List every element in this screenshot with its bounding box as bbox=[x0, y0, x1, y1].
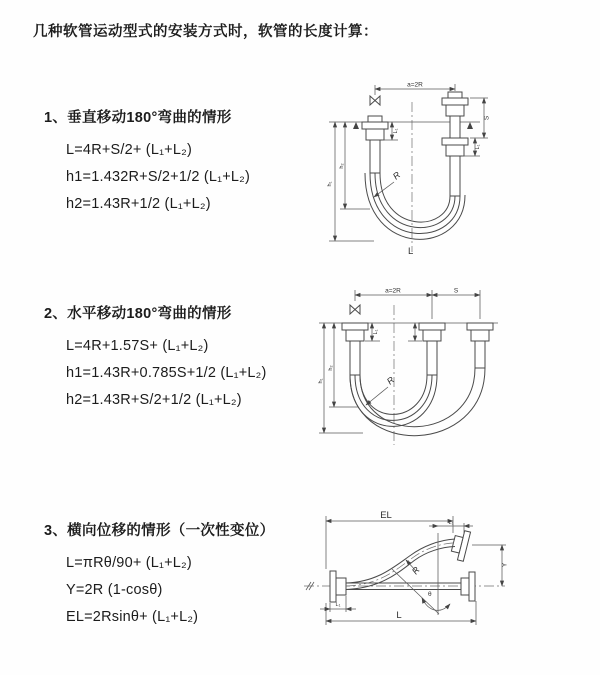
section-2-heading: 2、水平移动180°弯曲的情形 bbox=[44, 306, 232, 322]
section-1 bbox=[44, 106, 250, 218]
dim-l1-label: L₁ bbox=[373, 329, 379, 335]
dim-h2-label: h₂ bbox=[339, 163, 345, 169]
valve-icon bbox=[370, 96, 380, 105]
radius-label: R bbox=[384, 374, 397, 387]
dim-l-label: L bbox=[396, 610, 402, 621]
section-3 bbox=[44, 519, 274, 631]
section-3-formula-L: L=πRθ/90+ (L₁+L₂) bbox=[66, 555, 192, 571]
dim-a2r-label: a=2R bbox=[385, 287, 401, 295]
section-2 bbox=[44, 302, 267, 414]
flange-left bbox=[330, 571, 336, 602]
dim-a2r-label: a=2R bbox=[407, 81, 423, 89]
dim-l1-left-label: L₁ bbox=[393, 128, 399, 134]
hose-curve bbox=[380, 173, 450, 222]
diagram-vertical-180-bend bbox=[312, 76, 592, 256]
braided-hose-left bbox=[350, 341, 360, 375]
dim-l1-right-label: L₁ bbox=[475, 144, 481, 150]
dim-l1-top-label: L₁ bbox=[448, 520, 454, 526]
diagram-horizontal-180-bend bbox=[308, 283, 593, 453]
section-3-formula-EL: EL=2Rsinθ+ (L₁+L₂) bbox=[66, 609, 199, 625]
diagram-lateral-displacement bbox=[298, 503, 600, 663]
radius-label: R bbox=[409, 564, 422, 577]
section-3-formula-Y: Y=2R (1-cosθ) bbox=[66, 582, 163, 598]
page-title: 几种软管运动型式的安装方式时，软管的长度计算： bbox=[33, 24, 378, 40]
section-2-formula-h1: h1=1.43R+0.785S+1/2 (L₁+L₂) bbox=[66, 365, 267, 381]
section-3-heading: 3、横向位移的情形（一次性变位） bbox=[44, 523, 275, 539]
dim-el-label: EL bbox=[380, 510, 392, 521]
plane-arrow-left bbox=[353, 122, 359, 129]
valve-icon bbox=[350, 305, 360, 314]
dim-h1-label: h₁ bbox=[327, 181, 333, 187]
braided-hose-right bbox=[450, 156, 460, 196]
dim-s-label: S bbox=[483, 115, 491, 121]
braided-hose-left bbox=[370, 140, 380, 173]
hose-curve bbox=[346, 539, 455, 583]
dim-l1-left-label: L₁ bbox=[335, 602, 341, 608]
section-1-formula-L: L=4R+S/2+ (L₁+L₂) bbox=[66, 142, 192, 158]
section-2-formula-L: L=4R+1.57S+ (L₁+L₂) bbox=[66, 338, 209, 354]
dim-h2-label: h₂ bbox=[328, 365, 334, 371]
dim-h1-label: h₁ bbox=[318, 378, 324, 384]
section-1-heading: 1、垂直移动180°弯曲的情形 bbox=[44, 110, 232, 126]
theta-label: θ bbox=[428, 591, 432, 598]
length-label: L bbox=[408, 246, 414, 256]
radius-label: R bbox=[390, 169, 403, 182]
plane-arrow-right bbox=[467, 122, 473, 129]
dim-s-label: S bbox=[453, 287, 459, 295]
section-2-formula-h2: h2=1.43R+S/2+1/2 (L₁+L₂) bbox=[66, 392, 242, 408]
section-1-formula-h1: h1=1.432R+S/2+1/2 (L₁+L₂) bbox=[66, 169, 251, 185]
flange-right bbox=[469, 572, 475, 601]
flange-displaced bbox=[450, 529, 471, 561]
dim-y-label: Y bbox=[501, 562, 509, 568]
braided-hose-middle bbox=[427, 341, 437, 375]
theta-arc bbox=[422, 598, 450, 610]
section-1-formula-h2: h2=1.43R+1/2 (L₁+L₂) bbox=[66, 196, 211, 212]
